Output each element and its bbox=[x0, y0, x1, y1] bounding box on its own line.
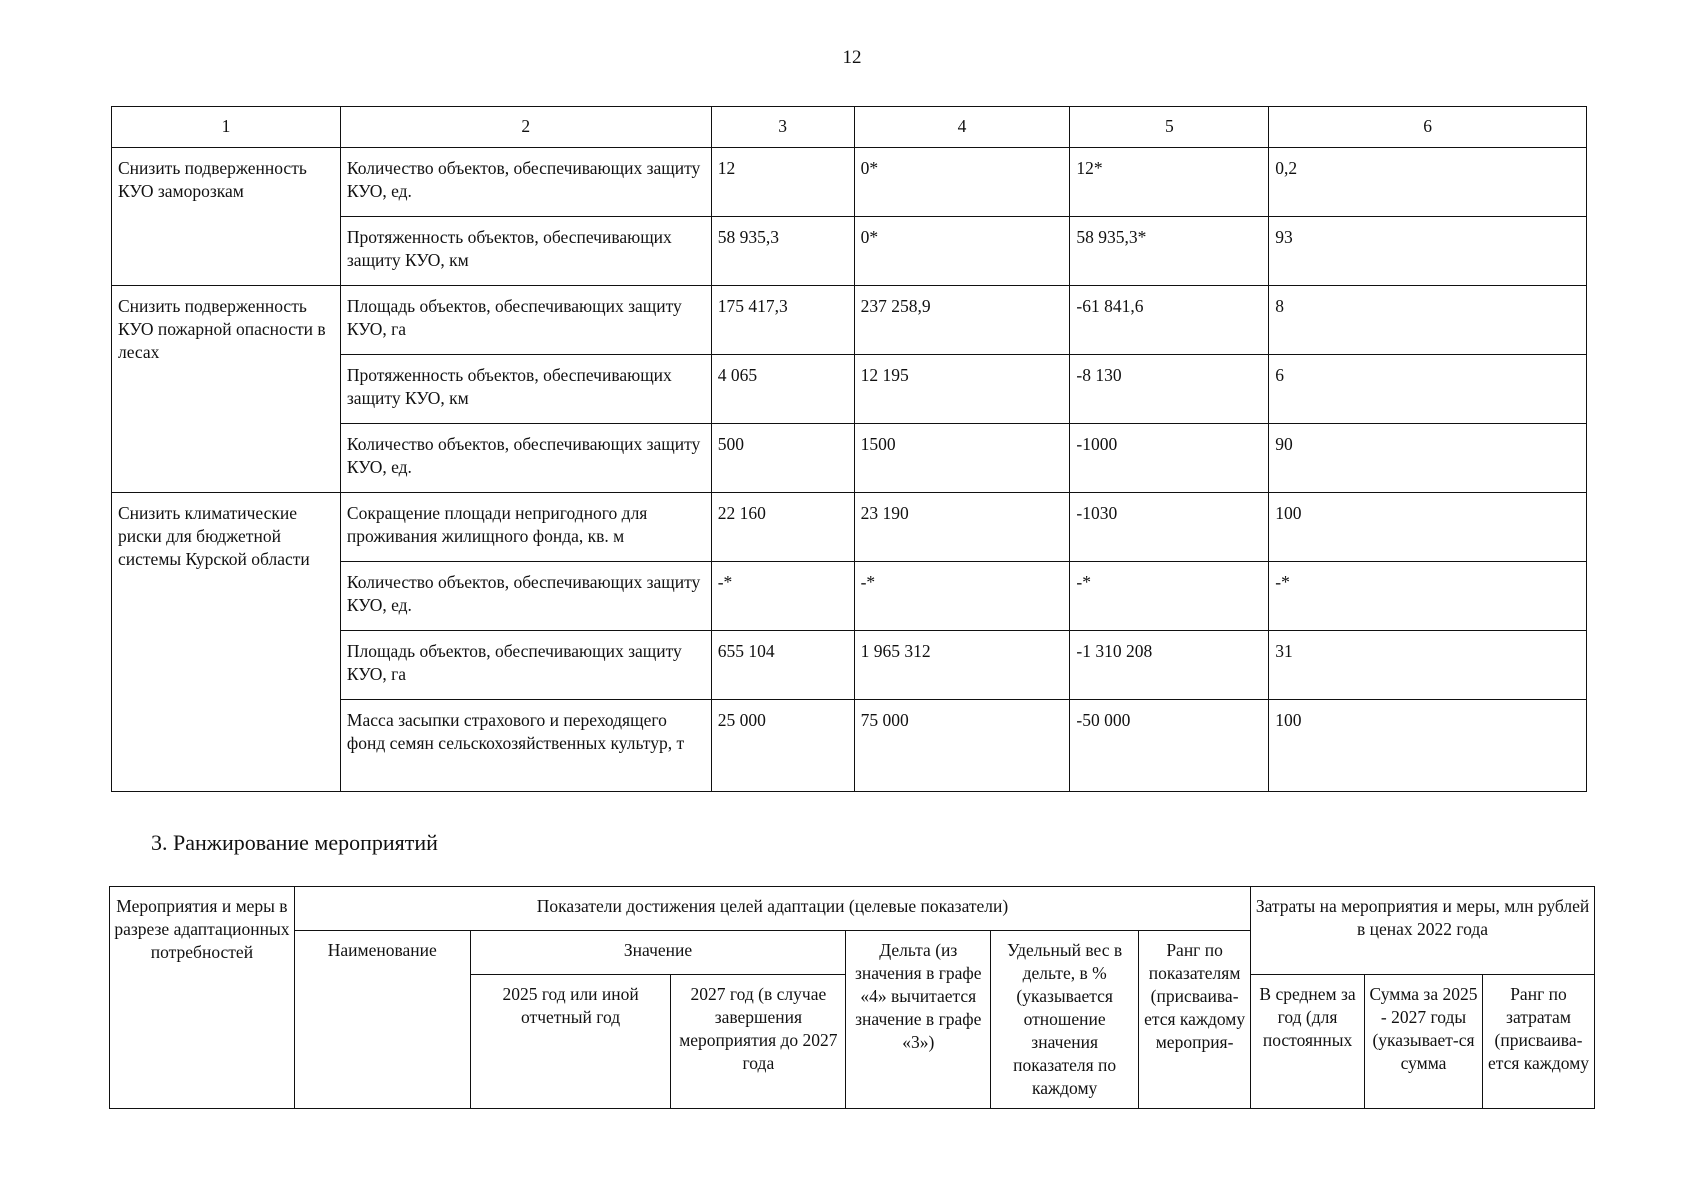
value-cell: -50 000 bbox=[1070, 700, 1269, 792]
value-cell: 12 195 bbox=[854, 355, 1070, 424]
table-header-row bbox=[112, 107, 1587, 148]
indicator-name-cell: Протяженность объектов, обеспечивающих защиту КУО, км bbox=[340, 217, 711, 286]
value-cell: 175 417,3 bbox=[711, 286, 854, 355]
indicator-name-cell: Площадь объектов, обеспечивающих защиту КУО, га bbox=[340, 286, 711, 355]
value-cell: -1000 bbox=[1070, 424, 1269, 493]
column-number: 1 bbox=[112, 107, 341, 148]
column-number: 5 bbox=[1070, 107, 1269, 148]
value-cell: 8 bbox=[1269, 286, 1587, 355]
value-cell: 100 bbox=[1269, 700, 1587, 792]
value-cell: -1 310 208 bbox=[1070, 631, 1269, 700]
header-2027: 2027 год (в случае завершения мероприятия до 2027 года bbox=[671, 975, 846, 1109]
indicator-name-cell: Сокращение площади непригодного для проживания жилищного фонда, кв. м bbox=[340, 493, 711, 562]
indicator-name-cell: Площадь объектов, обеспечивающих защиту КУО, га bbox=[340, 631, 711, 700]
value-cell: 12* bbox=[1070, 148, 1269, 217]
value-cell: -* bbox=[854, 562, 1070, 631]
value-cell: -* bbox=[711, 562, 854, 631]
value-cell: 90 bbox=[1269, 424, 1587, 493]
measures-ranking-table bbox=[109, 886, 1595, 1109]
indicator-name-cell: Количество объектов, обеспечивающих защиту КУО, ед. bbox=[340, 148, 711, 217]
header-delta: Дельта (из значения в графе «4» вычитается значение в графе «3») bbox=[846, 931, 991, 1109]
indicator-name-cell: Количество объектов, обеспечивающих защиту КУО, ед. bbox=[340, 424, 711, 493]
value-cell: 6 bbox=[1269, 355, 1587, 424]
value-cell: 12 bbox=[711, 148, 854, 217]
indicator-name-cell: Количество объектов, обеспечивающих защиту КУО, ед. bbox=[340, 562, 711, 631]
value-cell: 1500 bbox=[854, 424, 1070, 493]
header-sum-2025-2027: Сумма за 2025 - 2027 годы (указывает-ся сумма bbox=[1365, 975, 1483, 1109]
value-cell: -* bbox=[1269, 562, 1587, 631]
value-cell: 100 bbox=[1269, 493, 1587, 562]
header-weight: Удельный вес в дельте, в % (указывается отношение значения показателя по каждому bbox=[991, 931, 1139, 1109]
value-cell: -61 841,6 bbox=[1070, 286, 1269, 355]
indicators-table bbox=[111, 106, 1587, 792]
value-cell: 25 000 bbox=[711, 700, 854, 792]
goal-cell: Снизить подверженность КУО заморозкам bbox=[112, 148, 341, 286]
value-cell: 4 065 bbox=[711, 355, 854, 424]
value-cell: 58 935,3* bbox=[1070, 217, 1269, 286]
value-cell: 500 bbox=[711, 424, 854, 493]
header-rank-costs: Ранг по затратам (присваива-ется каждому bbox=[1482, 975, 1594, 1109]
header-indicators: Показатели достижения целей адаптации (целевые показатели) bbox=[294, 887, 1250, 931]
table-row bbox=[112, 493, 1587, 562]
value-cell: 58 935,3 bbox=[711, 217, 854, 286]
value-cell: 31 bbox=[1269, 631, 1587, 700]
column-number: 6 bbox=[1269, 107, 1587, 148]
header-value: Значение bbox=[470, 931, 846, 975]
table-row bbox=[112, 286, 1587, 355]
indicator-name-cell: Масса засыпки страхового и переходящего фонд семян сельскохозяйственных культур, т bbox=[340, 700, 711, 792]
value-cell: 0* bbox=[854, 217, 1070, 286]
value-cell: 237 258,9 bbox=[854, 286, 1070, 355]
value-cell: 75 000 bbox=[854, 700, 1070, 792]
value-cell: 93 bbox=[1269, 217, 1587, 286]
header-measures: Мероприятия и меры в разрезе адаптационных потребностей bbox=[110, 887, 295, 1109]
value-cell: -* bbox=[1070, 562, 1269, 631]
value-cell: 0* bbox=[854, 148, 1070, 217]
table-row bbox=[112, 148, 1587, 217]
value-cell: -8 130 bbox=[1070, 355, 1269, 424]
header-rank-indicators: Ранг по показателям (присваива-ется каждому мероприя- bbox=[1139, 931, 1251, 1109]
column-number: 4 bbox=[854, 107, 1070, 148]
value-cell: 22 160 bbox=[711, 493, 854, 562]
header-avg-per-year: В среднем за год (для постоянных bbox=[1251, 975, 1365, 1109]
header-name: Наименование bbox=[294, 931, 470, 1109]
indicator-name-cell: Протяженность объектов, обеспечивающих защиту КУО, км bbox=[340, 355, 711, 424]
column-number: 3 bbox=[711, 107, 854, 148]
goal-cell: Снизить подверженность КУО пожарной опасности в лесах bbox=[112, 286, 341, 493]
value-cell: 655 104 bbox=[711, 631, 854, 700]
header-2025: 2025 год или иной отчетный год bbox=[470, 975, 671, 1109]
value-cell: -1030 bbox=[1070, 493, 1269, 562]
page-number: 12 bbox=[842, 47, 862, 68]
column-number: 2 bbox=[340, 107, 711, 148]
value-cell: 23 190 bbox=[854, 493, 1070, 562]
section-title: 3. Ранжирование мероприятий bbox=[151, 830, 438, 855]
header-costs: Затраты на мероприятия и меры, млн рублей в ценах 2022 года bbox=[1251, 887, 1595, 975]
value-cell: 1 965 312 bbox=[854, 631, 1070, 700]
goal-cell: Снизить климатические риски для бюджетной системы Курской области bbox=[112, 493, 341, 792]
value-cell: 0,2 bbox=[1269, 148, 1587, 217]
